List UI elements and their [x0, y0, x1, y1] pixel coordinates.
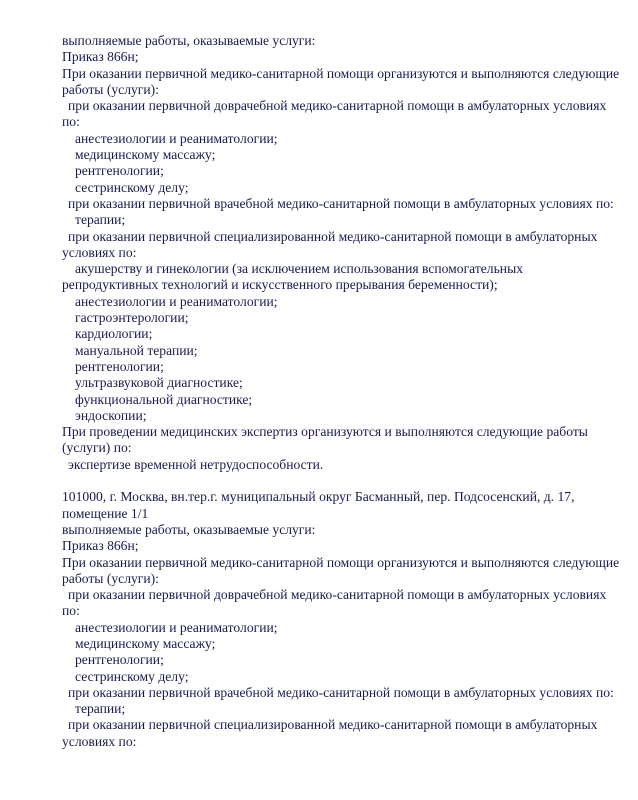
service-item: гастроэнтерологии; [75, 310, 189, 326]
service-item: экспертизе временной нетрудоспособности. [68, 456, 324, 472]
service-item: анестезиологии и реаниматологии; [75, 293, 278, 309]
subsection-heading: при оказании первичной доврачебной медико-санитарной помощи в амбулаторных условиях по: [62, 587, 607, 619]
service-item: анестезиологии и реаниматологии; [75, 130, 278, 146]
subsection-heading: при оказании первичной врачебной медико-санитарной помощи в амбулаторных условиях по: [68, 684, 614, 700]
service-item: терапии; [75, 212, 126, 228]
service-item: рентгенологии; [75, 652, 164, 668]
section-label: выполняемые работы, оказываемые услуги: [62, 33, 316, 48]
paragraph-gap [62, 473, 622, 489]
subsection-heading: при оказании первичной врачебной медико-санитарной помощи в амбулаторных условиях по: [68, 195, 614, 211]
service-item: кардиологии; [75, 326, 153, 342]
service-item: рентгенологии; [75, 358, 164, 374]
section-heading: При оказании первичной медико-санитарной помощи организуются и выполняются следующие работы (услуги): [62, 65, 620, 97]
document-page [62, 33, 622, 750]
subsection-heading: при оказании первичной специализированной медико-санитарной помощи в амбулаторных условиях по: [62, 228, 598, 260]
address: 101000, г. Москва, вн.тер.г. муниципальный округ Басманный, пер. Подсосенский, д. 17, помещение 1/1 [62, 489, 575, 521]
license-block-1 [62, 33, 622, 473]
service-item: функциональной диагностике; [75, 391, 253, 407]
section-heading: При проведении медицинских экспертиз организуются и выполняются следующие работы (услуги) по: [62, 424, 588, 456]
service-item: сестринскому делу; [75, 668, 189, 684]
service-item: медицинскому массажу; [75, 635, 216, 651]
service-item: эндоскопии; [75, 407, 147, 423]
subsection-heading: при оказании первичной доврачебной медико-санитарной помощи в амбулаторных условиях по: [62, 98, 607, 130]
service-item: акушерству и гинекологии (за исключением использования вспомогательных репродуктивных технологий и искусственного прерывания беременности); [62, 261, 523, 293]
service-item: ультразвуковой диагностике; [75, 375, 243, 391]
service-item: сестринскому делу; [75, 179, 189, 195]
service-item: мануальной терапии; [75, 342, 198, 358]
section-heading: При оказании первичной медико-санитарной помощи организуются и выполняются следующие работы (услуги): [62, 554, 620, 586]
service-item: медицинскому массажу; [75, 147, 216, 163]
subsection-heading: при оказании первичной специализированной медико-санитарной помощи в амбулаторных условиях по: [62, 717, 598, 749]
section-label: выполняемые работы, оказываемые услуги: [62, 521, 316, 537]
service-item: терапии; [75, 701, 126, 717]
order-reference: Приказ 866н; [62, 49, 139, 65]
service-item: анестезиологии и реаниматологии; [75, 619, 278, 635]
order-reference: Приказ 866н; [62, 538, 139, 554]
license-block-2 [62, 489, 622, 750]
service-item: рентгенологии; [75, 163, 164, 179]
